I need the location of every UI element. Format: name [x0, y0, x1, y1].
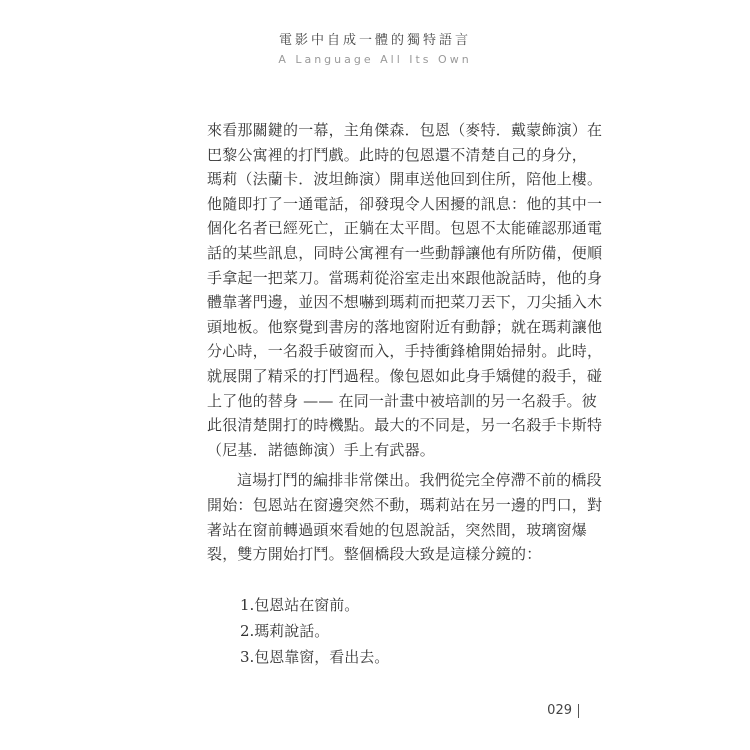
text-line: 著站在窗前轉過頭來看她的包恩說話，突然間，玻璃窗爆	[207, 520, 588, 539]
text-line: 裂，雙方開始打鬥。整個橋段大致是這樣分鏡的：	[207, 545, 542, 564]
text-line: 手拿起一把菜刀。當瑪莉從浴室走出來跟他說話時，他的身	[207, 268, 603, 287]
text-line: 就展開了精采的打鬥過程。像包恩如此身手矯健的殺手，碰	[207, 366, 603, 385]
text-line: 頭地板。他察覺到書房的落地窗附近有動靜；就在瑪莉讓他	[207, 317, 603, 336]
paragraph-2	[207, 468, 603, 566]
text-line: 個化名者已經死亡，正躺在太平間。包恩不太能確認那通電	[207, 219, 603, 238]
page-number-divider	[578, 704, 579, 718]
shot-list	[240, 592, 389, 670]
text-line: （尼基．諾德飾演）手上有武器。	[207, 440, 436, 459]
list-item: 2.瑪莉說話。	[240, 622, 330, 640]
page-footer	[0, 701, 750, 721]
list-item: 3.包恩靠窗，看出去。	[240, 648, 390, 666]
text-line: 他隨即打了一通電話，卻發現令人困擾的訊息：他的其中一	[207, 194, 603, 213]
text-line: 開始：包恩站在窗邊突然不動，瑪莉站在另一邊的門口，對	[207, 495, 603, 514]
text-line: 瑪莉（法蘭卡．波坦飾演）開車送他回到住所，陪他上樓。	[207, 170, 603, 189]
list-item: 1.包恩站在窗前。	[240, 596, 360, 614]
text-line: 巴黎公寓裡的打鬥戲。此時的包恩還不清楚自己的身分，	[207, 145, 588, 164]
chapter-title: 電影中自成一體的獨特語言	[278, 33, 471, 48]
text-line: 上了他的替身 —— 在同一計畫中被培訓的另一名殺手。彼	[207, 391, 597, 410]
body-text	[207, 118, 603, 567]
text-line: 這場打鬥的編排非常傑出。我們從完全停滯不前的橋段	[237, 471, 602, 490]
text-line: 分心時，一名殺手破窗而入，手持衝鋒槍開始掃射。此時，	[207, 342, 603, 361]
text-line: 話的某些訊息，同時公寓裡有一些動靜讓他有所防備，便順	[207, 243, 603, 262]
chapter-subtitle: A Language All Its Own	[278, 53, 472, 66]
text-line: 體靠著門邊，並因不想嚇到瑪莉而把菜刀丟下，刀尖插入木	[207, 293, 603, 312]
text-line: 來看那關鍵的一幕，主角傑森．包恩（麥特．戴蒙飾演）在	[207, 121, 603, 139]
running-header	[0, 32, 750, 68]
paragraph-1	[207, 118, 603, 462]
text-line: 此很清楚開打的時機點。最大的不同是，另一名殺手卡斯特	[207, 416, 603, 435]
page-number: 029	[547, 703, 572, 718]
